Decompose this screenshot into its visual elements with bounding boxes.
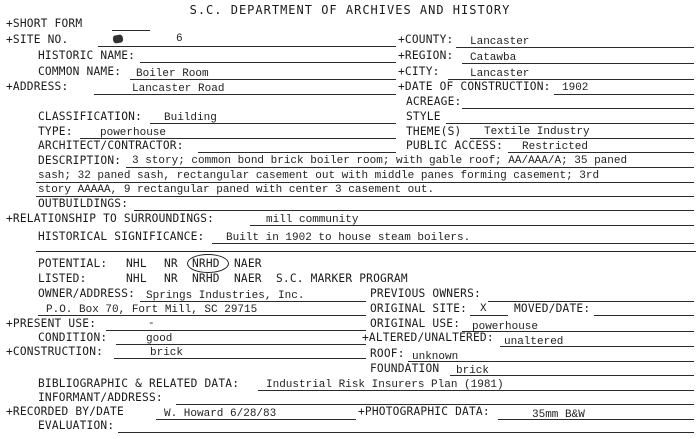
region-line xyxy=(462,63,694,64)
classification-line xyxy=(150,123,396,124)
foundation-value: brick xyxy=(456,365,490,377)
short-form-line xyxy=(112,30,150,31)
condition-line xyxy=(116,344,366,345)
city-label: +CITY: xyxy=(398,65,440,78)
themes-line xyxy=(470,138,694,139)
foundation-label: FOUNDATION xyxy=(370,362,440,375)
city-value: Lancaster xyxy=(470,68,530,80)
construction-label: +CONSTRUCTION: xyxy=(6,345,104,358)
photographic-label: +PHOTOGRAPHIC DATA: xyxy=(358,405,490,418)
address-value: Lancaster Road xyxy=(132,83,225,95)
themes-label: THEME(S) xyxy=(406,125,462,138)
owner-line-1: Springs Industries, Inc. xyxy=(146,290,305,302)
listed-nrhd: NRHD xyxy=(192,272,220,285)
moved-label: MOVED/DATE: xyxy=(514,302,591,315)
recorded-label: +RECORDED BY/DATE xyxy=(6,405,124,418)
owner-underline-2 xyxy=(38,315,366,316)
type-value: powerhouse xyxy=(100,127,167,139)
listed-label: LISTED: xyxy=(38,272,87,285)
historic-name-label: HISTORIC NAME: xyxy=(38,49,136,62)
relationship-line xyxy=(250,225,694,226)
informant-label: INFORMANT/ADDRESS: xyxy=(38,391,163,404)
public-access-label: PUBLIC ACCESS: xyxy=(406,139,504,152)
owner-label: OWNER/ADDRESS: xyxy=(38,287,136,300)
description-underline-1 xyxy=(126,167,694,168)
bibliographic-value: Industrial Risk Insurers Plan (1981) xyxy=(266,379,504,391)
architect-line xyxy=(198,152,396,153)
address-label: +ADDRESS: xyxy=(6,80,69,93)
significance-line xyxy=(212,243,694,244)
recorded-value: W. Howard 6/28/83 xyxy=(164,408,277,420)
present-use-label: +PRESENT USE: xyxy=(6,317,97,330)
original-use-line xyxy=(462,331,694,332)
altered-line xyxy=(500,346,694,347)
relationship-label: +RELATIONSHIP TO SURROUNDINGS: xyxy=(6,212,215,225)
date-construction-label: +DATE OF CONSTRUCTION: xyxy=(398,80,551,93)
roof-label: ROOF: xyxy=(370,347,405,360)
listed-naer: NAER xyxy=(234,272,262,285)
owner-line-2: P.O. Box 70, Fort Mill, SC 29715 xyxy=(46,304,258,316)
description-line-3: story AAAAA, 9 rectangular paned with center 3 casement out. xyxy=(38,184,435,196)
evaluation-label: EVALUATION: xyxy=(38,419,115,432)
crossed-out-mark xyxy=(112,34,123,44)
common-name-label: COMMON NAME: xyxy=(38,65,122,78)
date-construction-value: 1902 xyxy=(562,82,589,94)
site-no-line xyxy=(98,46,396,47)
bibliographic-label: BIBLIOGRAPHIC & RELATED DATA: xyxy=(38,377,240,390)
listed-nhl: NHL xyxy=(126,272,147,285)
public-access-value: Restricted xyxy=(522,141,589,153)
classification-value: Building xyxy=(164,112,217,124)
listed-marker: S.C. MARKER PROGRAM xyxy=(276,272,408,285)
themes-value: Textile Industry xyxy=(484,126,590,138)
acreage-label: ACREAGE: xyxy=(406,95,462,108)
description-line-2: sash; 32 paned sash, rectangular casement out with middle panes forming casement; 3rd xyxy=(38,170,600,182)
previous-owners-label: PREVIOUS OWNERS: xyxy=(370,287,481,300)
address-line xyxy=(94,94,396,95)
moved-line xyxy=(594,315,694,316)
page-title: S.C. DEPARTMENT OF ARCHIVES AND HISTORY xyxy=(189,3,511,17)
potential-nr: NR xyxy=(164,257,178,270)
type-label: TYPE: xyxy=(38,125,73,138)
foundation-line xyxy=(450,375,694,376)
county-value: Lancaster xyxy=(470,36,530,48)
outbuildings-label: OUTBUILDINGS: xyxy=(38,197,129,210)
original-site-line xyxy=(470,315,508,316)
significance-label: HISTORICAL SIGNIFICANCE: xyxy=(38,230,205,243)
significance-value: Built in 1902 to house steam boilers. xyxy=(226,232,471,244)
site-no-label: +SITE NO. xyxy=(6,33,69,46)
description-underline-2 xyxy=(36,182,694,183)
common-name-value: Boiler Room xyxy=(136,68,209,80)
photographic-line xyxy=(498,419,694,420)
county-line xyxy=(456,47,694,48)
potential-label: POTENTIAL: xyxy=(38,257,108,270)
photographic-value: 35mm B&W xyxy=(532,409,585,421)
short-form-label: +SHORT FORM xyxy=(6,17,83,30)
recorded-line xyxy=(156,419,356,420)
section-divider xyxy=(36,251,696,252)
roof-value: unknown xyxy=(412,351,459,363)
date-construction-line xyxy=(554,94,694,95)
common-name-line xyxy=(130,79,396,80)
potential-nrhd: NRHD xyxy=(192,257,220,270)
description-underline-3 xyxy=(36,196,694,197)
original-use-label: ORIGINAL USE: xyxy=(370,317,461,330)
altered-value: unaltered xyxy=(504,336,564,348)
outbuildings-line xyxy=(134,210,694,211)
site-no-value: 6 xyxy=(176,33,183,45)
county-label: +COUNTY: xyxy=(398,33,454,46)
original-site-value: X xyxy=(480,303,487,315)
description-label: DESCRIPTION: xyxy=(38,154,122,167)
potential-nhl: NHL xyxy=(126,257,147,270)
region-value: Catawba xyxy=(470,52,517,64)
construction-line xyxy=(114,358,366,359)
nrhd-circle xyxy=(187,254,229,273)
style-line xyxy=(446,123,694,124)
historic-name-line xyxy=(140,62,396,63)
altered-label: +ALTERED/UNALTERED: xyxy=(362,331,494,344)
condition-label: CONDITION: xyxy=(38,331,108,344)
public-access-line xyxy=(508,152,694,153)
relationship-value: mill community xyxy=(266,214,359,226)
bibliographic-line xyxy=(258,390,694,391)
construction-value: brick xyxy=(150,347,184,359)
original-site-label: ORIGINAL SITE: xyxy=(370,302,468,315)
evaluation-line xyxy=(118,432,694,433)
classification-label: CLASSIFICATION: xyxy=(38,110,143,123)
region-label: +REGION: xyxy=(398,49,454,62)
owner-underline-1 xyxy=(140,301,366,302)
present-use-line xyxy=(106,330,366,331)
description-line-1: 3 story; common bond brick boiler room; with gable roof; AA/AAA/A; 35 paned xyxy=(132,155,628,167)
listed-nr: NR xyxy=(164,272,178,285)
acreage-line xyxy=(462,108,694,109)
style-label: STYLE xyxy=(406,110,441,123)
original-use-value: powerhouse xyxy=(472,321,539,333)
present-use-value: - xyxy=(148,318,155,330)
potential-naer: NAER xyxy=(234,257,262,270)
condition-value: good xyxy=(146,333,173,345)
roof-line xyxy=(408,361,694,362)
architect-label: ARCHITECT/CONTRACTOR: xyxy=(38,139,184,152)
